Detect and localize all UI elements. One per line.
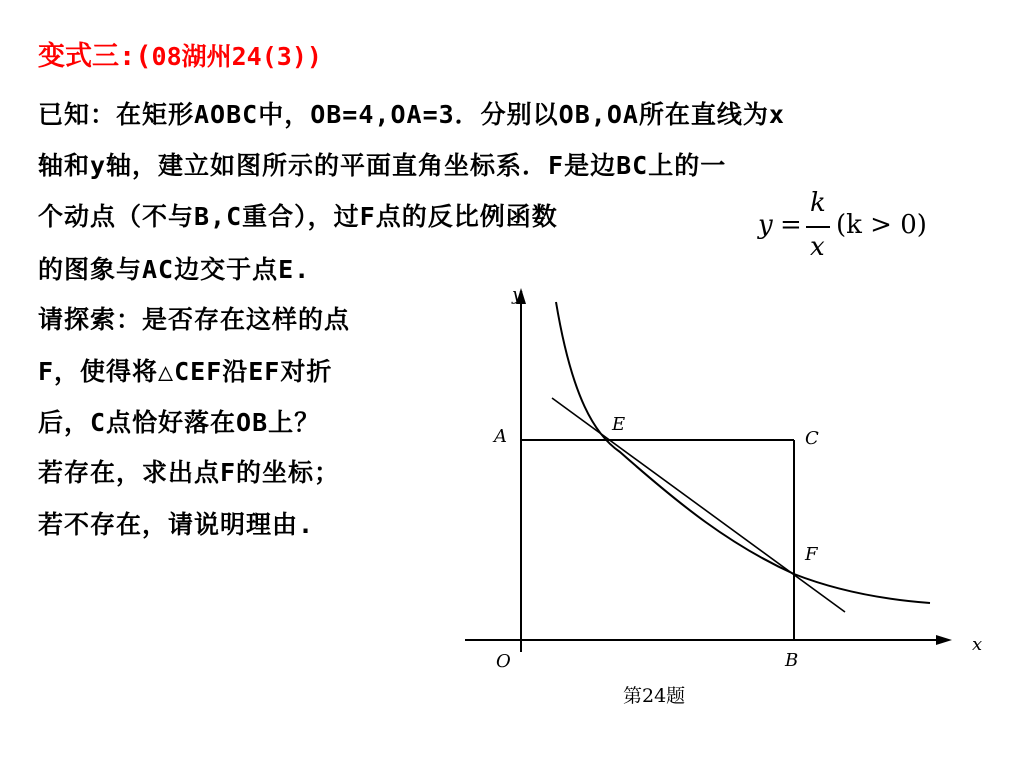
formula-denominator: x (810, 232, 825, 262)
figure-caption: 第24题 (623, 685, 686, 707)
question-line-1: 请探索：是否存在这样的点 (38, 305, 351, 334)
slide-title (38, 34, 322, 73)
label-x-axis: x (972, 634, 983, 655)
problem-line-3: 个动点（不与B,C重合），过F点的反比例函数 (38, 202, 558, 231)
question-line-4: 若存在，求出点F的坐标； (38, 458, 341, 487)
fraction-bar (806, 226, 830, 228)
label-point-e: E (612, 414, 626, 435)
x-axis-arrow (936, 635, 952, 645)
figure-svg (460, 280, 992, 710)
formula-equals: = (780, 210, 802, 240)
problem-line-2: 轴和y轴，建立如图所示的平面直角坐标系．F是边BC上的一 (38, 151, 727, 180)
formula-condition: (k > 0) (836, 210, 927, 240)
problem-line-4: 的图象与AC边交于点E. (38, 255, 311, 284)
label-point-f: F (805, 544, 818, 565)
question-line-2: F，使得将△CEF沿EF对折 (38, 357, 333, 386)
label-point-o: O (496, 651, 511, 672)
hyperbola-curve (556, 302, 930, 603)
formula-numerator: k (810, 188, 826, 218)
title-main: 变式三:( (38, 41, 152, 72)
question-line-5: 若不存在，请说明理由. (38, 510, 315, 539)
problem-line-1: 已知：在矩形AOBC中，OB=4,OA=3．分别以OB,OA所在直线为x (38, 100, 785, 129)
inverse-function-formula (758, 188, 938, 272)
coordinate-figure (460, 280, 992, 710)
label-y-axis: y (512, 284, 523, 305)
question-line-3: 后，C点恰好落在OB上？ (38, 408, 321, 437)
label-point-b: B (785, 650, 799, 671)
formula-y: y (758, 210, 773, 240)
label-point-c: C (805, 428, 819, 449)
line-ef (552, 398, 845, 612)
label-point-a: A (494, 426, 507, 447)
title-source: 08湖州24(3)) (151, 42, 322, 71)
